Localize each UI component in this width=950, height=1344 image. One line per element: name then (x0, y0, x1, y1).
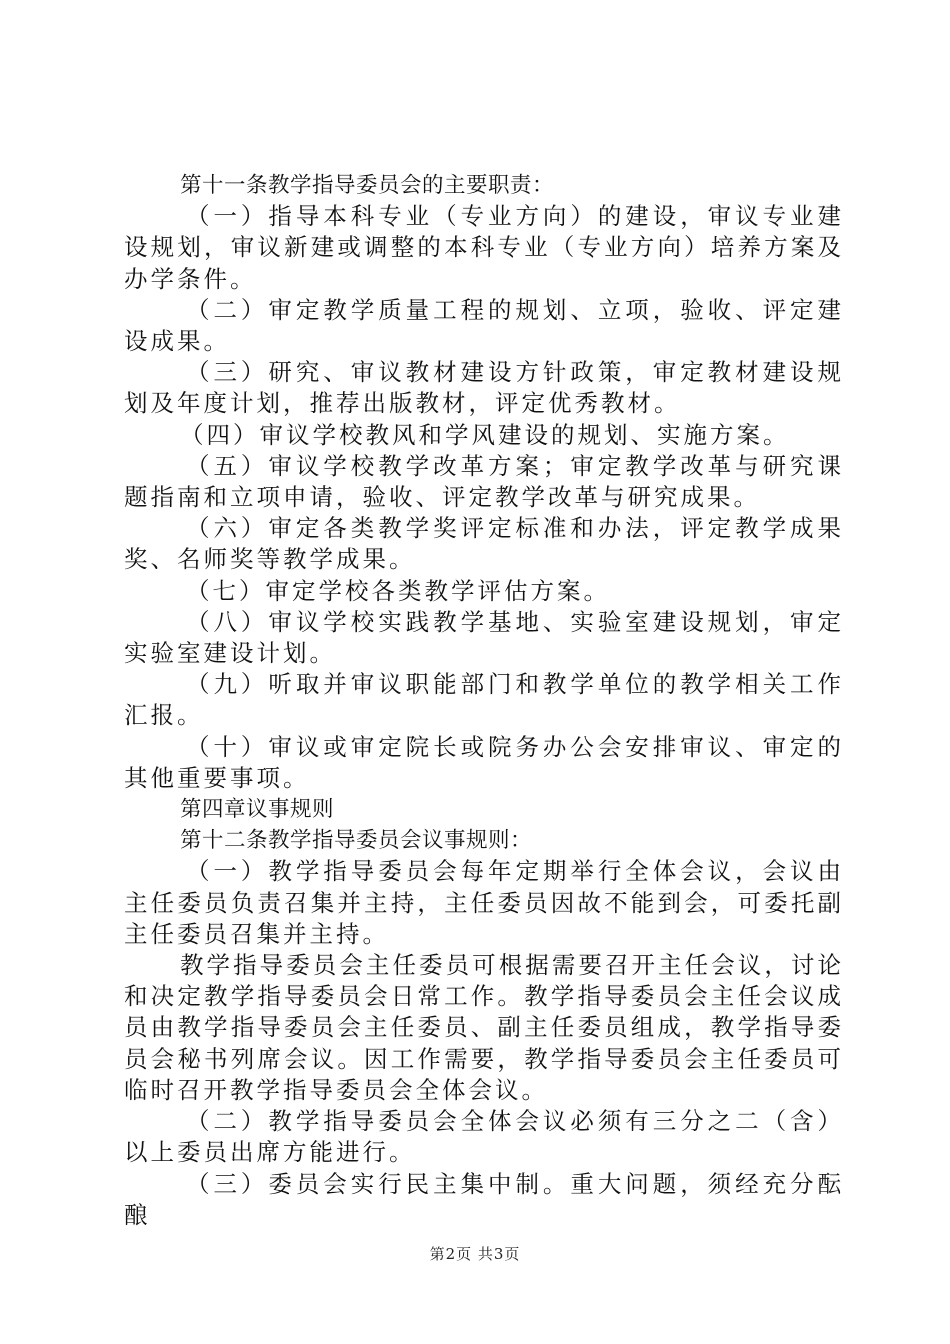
body-paragraph: 教学指导委员会主任委员可根据需要召开主任会议，讨论和决定教学指导委员会日常工作。教学指导委员会主任会议成员由教学指导委员会主任委员、副主任委员组成，教学指导委员会秘书列席会议。因工作需要，教学指导委员会主任委员可临时召开教学指导委员会全体会议。 (124, 951, 844, 1104)
list-item: （五）审议学校教学改革方案；审定教学改革与研究课题指南和立项申请，验收、评定教学改革与研究成果。 (124, 451, 844, 512)
list-item: （三）委员会实行民主集中制。重大问题，须经充分酝酿 (124, 1169, 844, 1229)
list-item: （二）审定教学质量工程的规划、立项，验收、评定建设成果。 (124, 295, 844, 356)
article-heading: 第十二条教学指导委员会议事规则： (180, 828, 533, 854)
list-item: （八）审议学校实践教学基地、实验室建设规划，审定实验室建设计划。 (124, 607, 844, 668)
list-item: （三）研究、审议教材建设方针政策，审定教材建设规划及年度计划，推荐出版教材，评定优秀教材。 (124, 358, 844, 418)
list-item: （一）教学指导委员会每年定期举行全体会议，会议由主任委员负责召集并主持，主任委员因故不能到会，可委托副主任委员召集并主持。 (124, 857, 844, 948)
list-item: （四）审议学校教风和学风建设的规划、实施方案。 (180, 420, 790, 449)
chapter-heading: 第四章议事规则 (180, 797, 335, 823)
list-item: （十）审议或审定院长或院务办公会安排审议、审定的其他重要事项。 (124, 732, 844, 792)
page-number-footer: 第2页 共3页 (429, 1245, 521, 1263)
list-item: （九）听取并审议职能部门和教学单位的教学相关工作汇报。 (124, 670, 844, 730)
list-item: （二）教学指导委员会全体会议必须有三分之二（含）以上委员出席方能进行。 (124, 1107, 844, 1167)
article-heading: 第十一条教学指导委员会的主要职责： (180, 173, 555, 198)
list-item: （六）审定各类教学奖评定标准和办法，评定教学成果奖、名师奖等教学成果。 (124, 514, 844, 574)
list-item: （七）审定学校各类教学评估方案。 (186, 576, 610, 605)
list-item: （一）指导本科专业（专业方向）的建设，审议专业建设规划，审议新建或调整的本科专业（专业方向）培养方案及办学条件。 (124, 202, 844, 293)
document-body (124, 170, 844, 1231)
